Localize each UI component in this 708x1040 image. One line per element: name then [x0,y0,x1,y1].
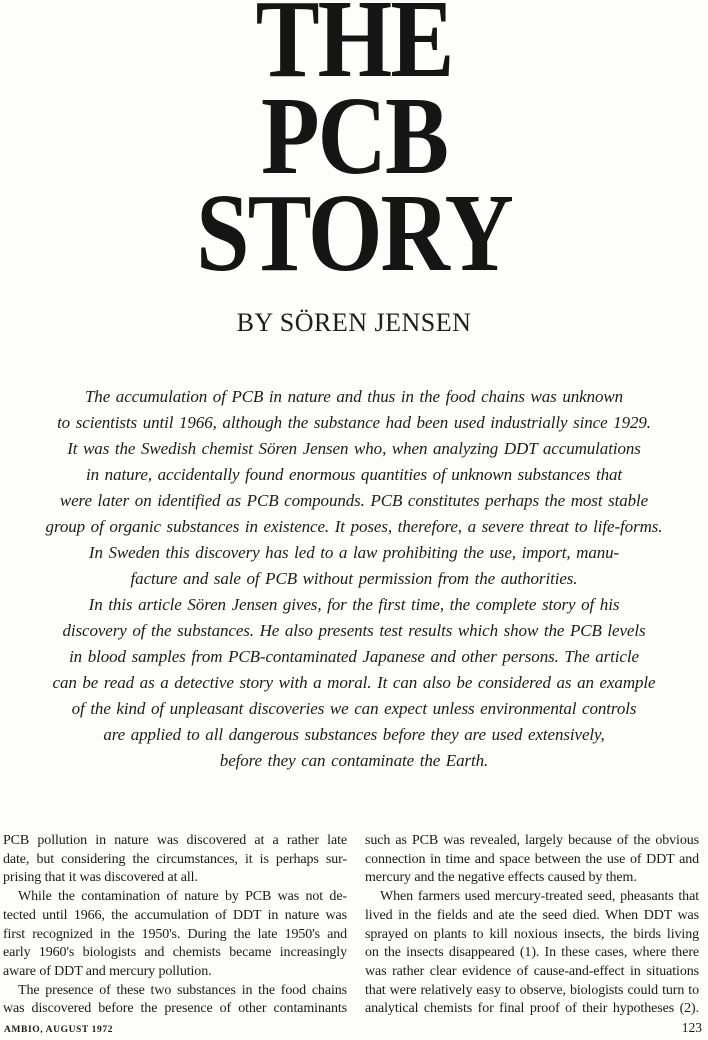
abstract [0,384,708,774]
body-line: was rather clear evidence of cause-and-effect in situations [365,963,699,979]
abstract-line: of the kind of unpleasant discoveries we can expect unless environmental controls [71,699,637,718]
body-line: that were relatively easy to observe, biologists could turn to [365,982,699,998]
body-line: first recognized in the 1950's. During the late 1950's and [3,926,347,942]
page-number: 123 [681,1020,702,1035]
body-line: date, but considering the circumstances, it is perhaps sur- [3,851,347,867]
body-line: The presence of these two substances in the food chains [18,982,347,998]
abstract-line: can be read as a detective story with a moral. It can also be considered as an example [52,673,656,692]
paragraph [3,832,347,888]
title-line: THE [255,0,453,101]
body-line: aware of DDT and mercury pollution. [3,963,212,979]
paragraph [365,832,699,888]
journal-issue-label: AMBIO, AUGUST 1972 [4,1025,114,1035]
abstract-line: In Sweden this discovery has led to a law prohibiting the use, import, manu- [88,543,620,562]
body-line: When farmers used mercury-treated seed, pheasants that [380,889,699,905]
article-masthead [0,0,708,343]
abstract-line: group of organic substances in existence. It poses, therefore, a severe threat to life-forms. [45,517,663,536]
body-column-left [3,832,347,1019]
abstract-line: in nature, accidentally found enormous quantities of unknown substances that [86,465,622,484]
body-line: mercury and the negative effects caused by them. [365,870,637,886]
body-line: tected until 1966, the accumulation of DDT in nature was [3,907,347,923]
byline: BY SÖREN JENSEN [236,308,472,337]
abstract-line: discovery of the substances. He also presents test results which show the PCB levels [62,621,646,640]
body-line: on the insects disappeared (1). In these cases, where there [365,945,699,961]
page-footer [4,1020,702,1036]
body-line: sprayed on plants to kill noxious insects, the birds living [365,926,699,942]
abstract-line: It was the Swedish chemist Sören Jensen who, when analyzing DDT accumulations [67,439,641,458]
body-line: While the contamination of nature by PCB was not de- [18,889,347,905]
article-title [0,0,708,295]
body-line: connection in time and space between the use of DDT and [365,851,699,867]
body-line: prising that it was discovered at all. [3,870,198,886]
paragraph [365,888,699,1019]
paragraph [3,982,347,1019]
abstract-line: In this article Sören Jensen gives, for the first time, the complete story of his [88,595,620,614]
abstract-line: in blood samples from PCB-contaminated Japanese and other persons. The article [69,647,639,666]
abstract-line: to scientists until 1966, although the substance had been used industrially since 1929. [57,413,651,432]
body-line: lived in the fields and ate the seed died. When DDT was [365,907,699,923]
abstract-line: before they can contaminate the Earth. [219,751,489,770]
title-line: STORY [196,170,512,295]
body-line: PCB pollution in nature was discovered at a rather late [3,833,347,848]
body-column-right [365,832,699,1019]
body-line: was discovered before the presence of other contaminants [3,1001,347,1017]
body-line: analytical chemists for final proof of their hypotheses (2). [365,1001,699,1017]
abstract-line: The accumulation of PCB in nature and thus in the food chains was unknown [84,387,624,406]
title-line: PCB [261,73,447,198]
article-body [0,832,708,1019]
body-line: early 1960's biologists and chemists became increasingly [3,945,347,961]
abstract-line: were later on identified as PCB compounds. PCB constitutes perhaps the most stable [59,491,649,510]
paragraph [3,888,347,982]
body-line: such as PCB was revealed, largely because of the obvious [365,833,699,848]
abstract-line: are applied to all dangerous substances before they are used extensively, [103,725,605,744]
abstract-line: facture and sale of PCB without permission from the authorities. [130,569,578,588]
